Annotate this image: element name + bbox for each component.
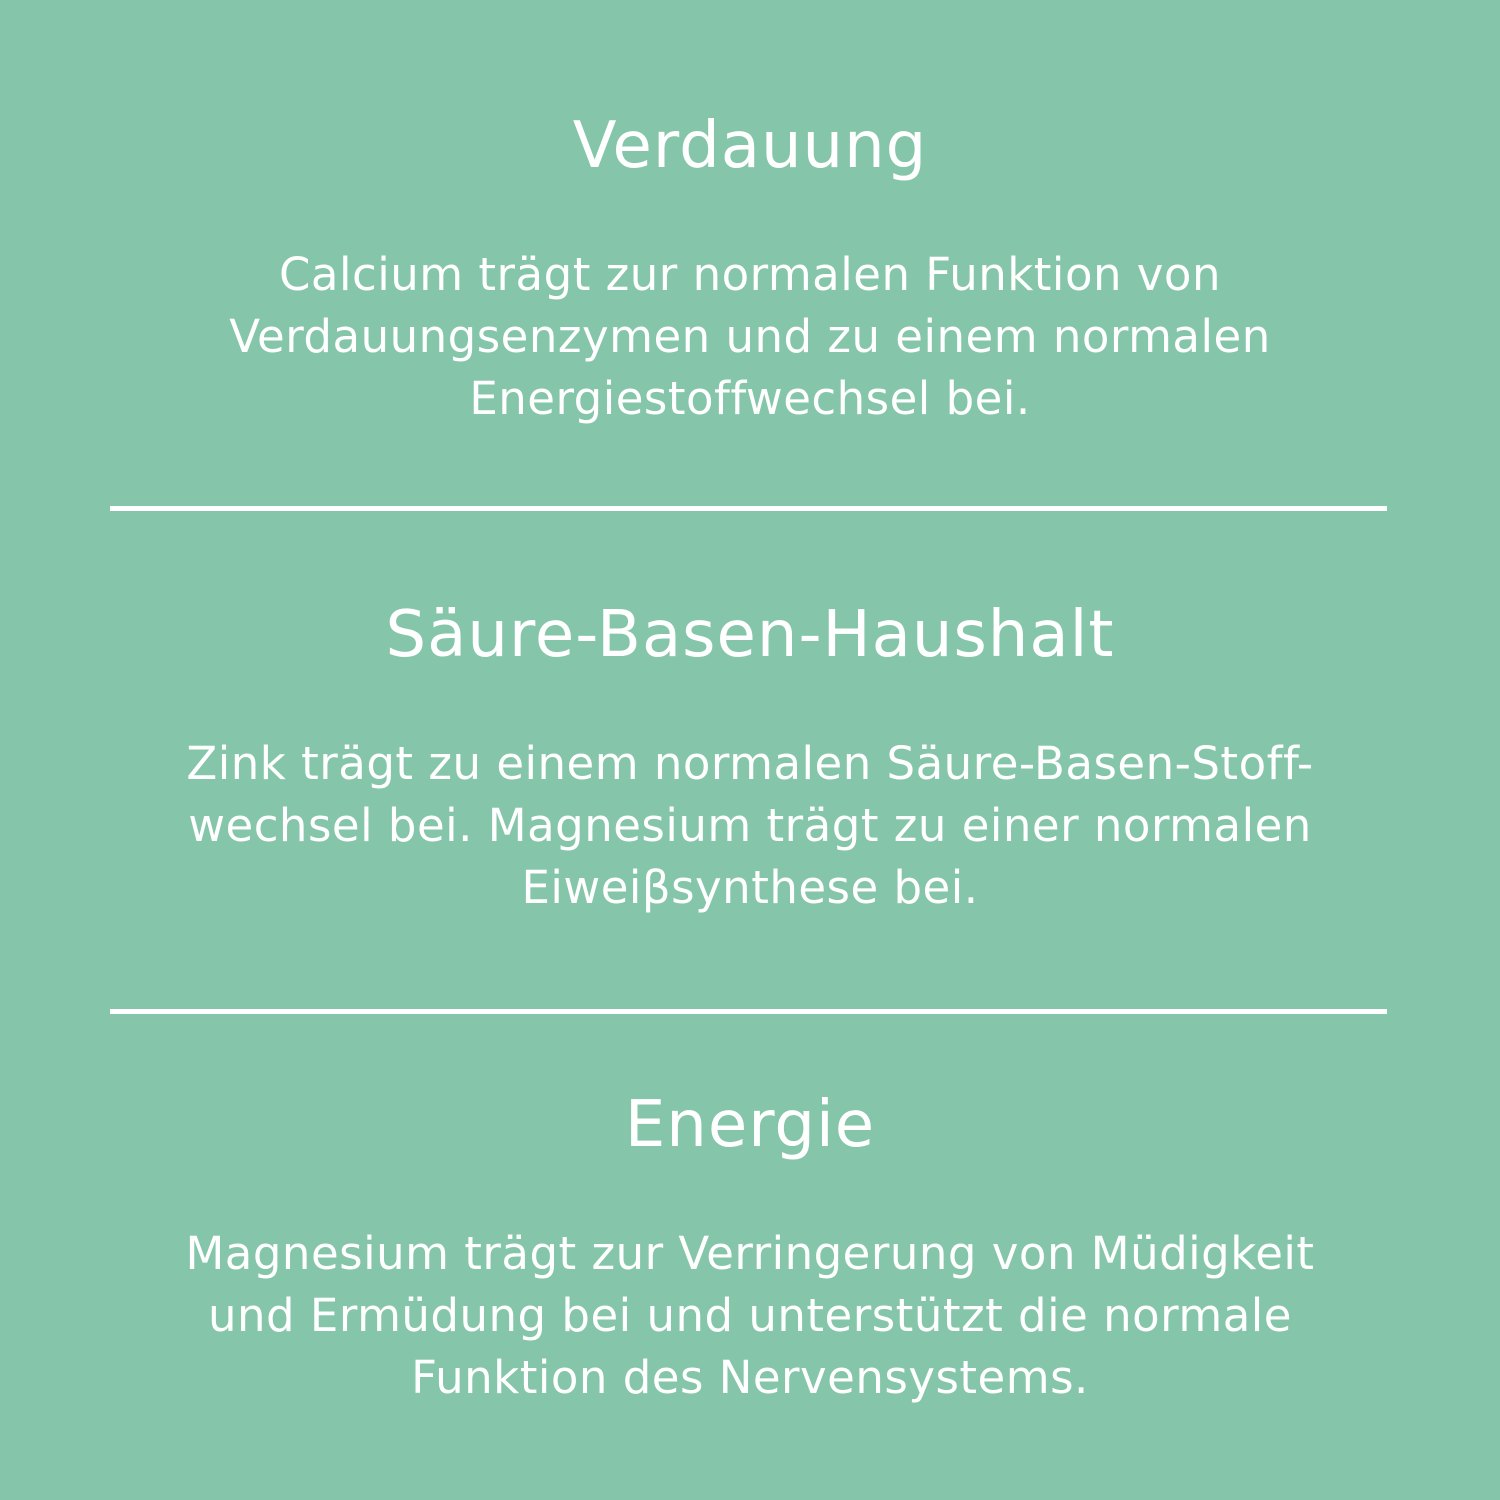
description-line: Funktion des Nervensystems. bbox=[411, 1351, 1089, 1404]
description-line: Eiweiβsynthese bei. bbox=[521, 861, 979, 914]
section-saeure-basen-haushalt bbox=[0, 598, 1500, 919]
divider bbox=[110, 1009, 1387, 1014]
description-line: Zink trägt zu einem normalen Säure-Basen-Stoff- bbox=[186, 737, 1314, 790]
description-line: wechsel bei. Magnesium trägt zu einer normalen bbox=[188, 799, 1312, 852]
description-line: Calcium trägt zur normalen Funktion von bbox=[279, 248, 1221, 301]
description-line: Energiestoffwechsel bei. bbox=[469, 372, 1031, 425]
section-energie bbox=[0, 1088, 1500, 1409]
section-description bbox=[0, 733, 1500, 919]
section-description bbox=[0, 1223, 1500, 1409]
section-verdauung bbox=[0, 109, 1500, 430]
section-title: Säure-Basen-Haushalt bbox=[385, 598, 1115, 672]
section-title: Verdauung bbox=[572, 109, 928, 183]
section-title: Energie bbox=[624, 1088, 876, 1162]
description-line: Verdauungsenzymen und zu einem normalen bbox=[229, 310, 1271, 363]
description-line: und Ermüdung bei und unterstützt die normale bbox=[208, 1289, 1292, 1342]
section-description bbox=[0, 244, 1500, 430]
description-line: Magnesium trägt zur Verringerung von Müdigkeit bbox=[185, 1227, 1315, 1280]
divider bbox=[110, 506, 1387, 511]
